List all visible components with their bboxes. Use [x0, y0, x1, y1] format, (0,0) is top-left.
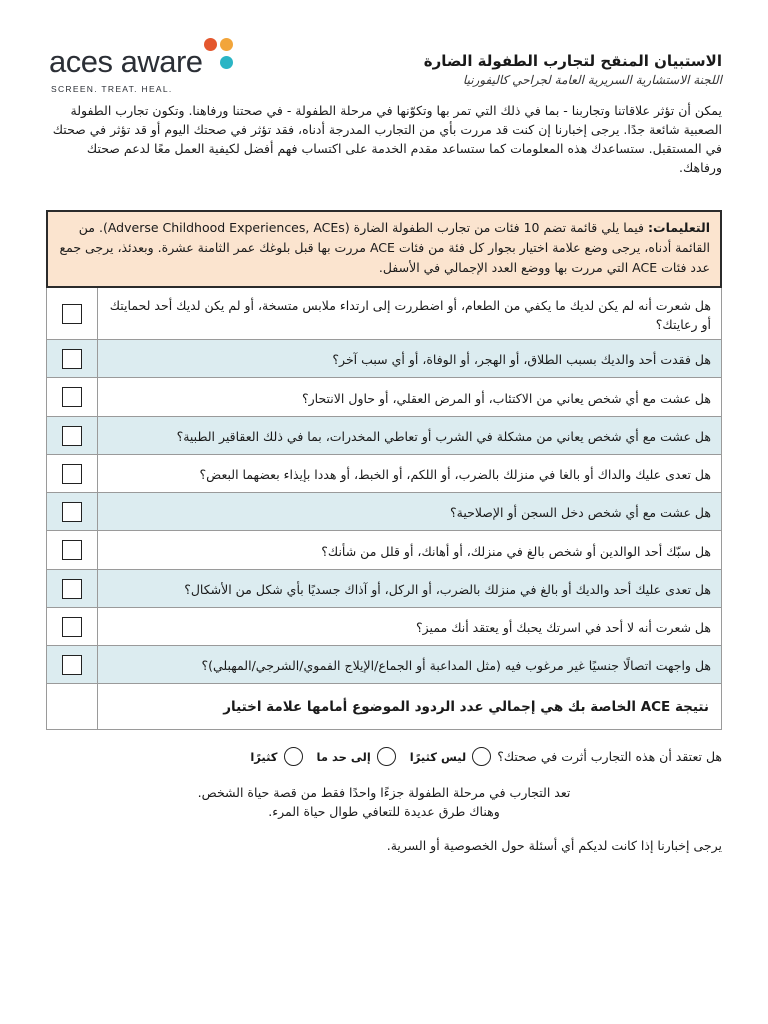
- question-row: [46, 608, 722, 646]
- question-checkbox[interactable]: [62, 426, 82, 446]
- questions-table: [46, 288, 722, 730]
- option-not-much-label: ليس كثيرًا: [409, 749, 467, 764]
- ace-total-row: [46, 684, 722, 730]
- question-checkbox[interactable]: [62, 387, 82, 407]
- option-somewhat-label: إلى حد ما: [316, 749, 371, 764]
- question-text: هل تعدى عليك أحد والديك أو بالغ في منزلك بالضرب، أو الركل، أو آذاك جسديًا بأي شكل من الأشكال؟: [184, 582, 711, 597]
- question-text: هل سبّك أحد الوالدين أو شخص بالغ في منزلك، أو أهانك، أو قلل من شأنك؟: [321, 543, 711, 559]
- question-row: [46, 455, 722, 493]
- note-line-1: تعد التجارب في مرحلة الطفولة جزءًا واحدًا فقط من قصة حياة الشخص.: [197, 785, 571, 800]
- page-subtitle: اللجنة الاستشارية السريرية العامة لجراحي كاليفورنيا: [462, 73, 722, 87]
- question-row: [46, 288, 722, 340]
- question-row: [46, 570, 722, 608]
- question-text: هل فقدت أحد والديك بسبب الطلاق، أو الهجر، أو الوفاة، أو أي سبب آخر؟: [332, 352, 711, 367]
- question-checkbox[interactable]: [62, 349, 82, 369]
- question-checkbox[interactable]: [62, 540, 82, 560]
- question-text: هل واجهت اتصالًا جنسيًا غير مرغوب فيه (مثل المداعبة أو الجماع/الإيلاج الفموي/الشرجي/المهبلي)؟: [201, 658, 711, 673]
- question-text: هل شعرت أنه لا أحد في اسرتك يحبك أو يعتقد أنك مميز؟: [416, 620, 711, 635]
- question-checkbox[interactable]: [62, 464, 82, 484]
- question-text: هل تعدى عليك والداك أو بالغا في منزلك بالضرب، أو اللكم، أو الخبط، أو هددا بإيذاء بعضهما البعض؟: [199, 467, 711, 482]
- logo-dot-teal: [220, 56, 233, 69]
- option-a-lot-label: كثيرًا: [250, 749, 278, 764]
- note-line-2: وهناك طرق عديدة للتعافي طوال حياة المرء.: [268, 804, 500, 819]
- question-checkbox[interactable]: [62, 502, 82, 522]
- question-checkbox[interactable]: [62, 304, 82, 324]
- ace-total-label: نتيجة ACE الخاصة بك هي إجمالي عدد الردود الموضوع أمامها علامة اختيار: [223, 698, 709, 715]
- question-row: [46, 340, 722, 378]
- logo-wordmark: aces aware: [49, 44, 203, 79]
- question-text: هل عشت مع أي شخص دخل السجن أو الإصلاحية؟: [450, 505, 711, 520]
- health-impact-question: [250, 747, 722, 766]
- logo-dot-yellow: [220, 38, 233, 51]
- instructions-box: [46, 210, 722, 288]
- question-checkbox[interactable]: [62, 579, 82, 599]
- logo-tagline: SCREEN. TREAT. HEAL.: [51, 84, 173, 94]
- question-checkbox[interactable]: [62, 617, 82, 637]
- question-row: [46, 531, 722, 570]
- aces-aware-logo: [49, 36, 249, 96]
- health-impact-text: هل تعتقد أن هذه التجارب أثرت في صحتك؟: [497, 749, 722, 764]
- intro-paragraph: يمكن أن تؤثر علاقاتنا وتجاربنا - بما في ذلك التي تمر بها وتكوّنها في مرحلة الطفولة - في صحتنا ورفاهنا. وتكون تجارب الطفولة الصعبية شائعة جدًا. يرجى إخبارنا إن كنت قد مررت بأي من التجارب المدرجة أدناه، فقد تؤثر في صحتك اليوم أو قد تؤثر في صحتك في المستقبل. ستساعدك هذه المعلومات كما ستساعد مقدم الخدمة على اكتساب فهم أفضل لكيفية العمل معًا لدعم صحتك ورفاهك.: [52, 103, 722, 175]
- logo-dot-orange: [204, 38, 217, 51]
- question-checkbox[interactable]: [62, 655, 82, 675]
- page-title: الاستبيان المنقح لتجارب الطفولة الضارة: [423, 52, 722, 70]
- question-row: [46, 646, 722, 684]
- contact-note: يرجى إخبارنا إذا كانت لديكم أي أسئلة حول الخصوصية أو السرية.: [386, 838, 722, 853]
- question-row: [46, 378, 722, 417]
- question-text: هل عشت مع أي شخص يعاني من مشكلة في الشرب أو تعاطي المخدرات، بما في ذلك العقاقير الطبية؟: [176, 429, 711, 444]
- radio-a-lot[interactable]: [284, 747, 303, 766]
- question-row: [46, 417, 722, 455]
- question-text: هل شعرت أنه لم يكن لديك ما يكفي من الطعام، أو اضطررت إلى ارتداء ملابس متسخة، أو لم يكن لديك أحد لحمايتك أو رعايتك؟: [109, 297, 711, 332]
- instructions-label: التعليمات:: [648, 220, 710, 235]
- instructions-text: فيما يلي قائمة تضم 10 فئات من تجارب الطفولة الضارة (Adverse Childhood Experiences, ACEs). من القائمة أدناه، يرجى وضع علامة اختيار بجوار كل فئة من فئات ACE مررت بها قبل بلوغك عمر الثامنة عشرة. وبعدئذ، يرجى جمع عدد فئات ACE التي مررت بها ووضع العدد الإجمالي في الأسفل.: [59, 220, 710, 275]
- radio-somewhat[interactable]: [377, 747, 396, 766]
- radio-not-much[interactable]: [472, 747, 491, 766]
- question-text: هل عشت مع أي شخص يعاني من الاكتئاب، أو المرض العقلي، أو حاول الانتحار؟: [301, 390, 711, 406]
- ace-total-field[interactable]: [47, 684, 98, 729]
- question-row: [46, 493, 722, 531]
